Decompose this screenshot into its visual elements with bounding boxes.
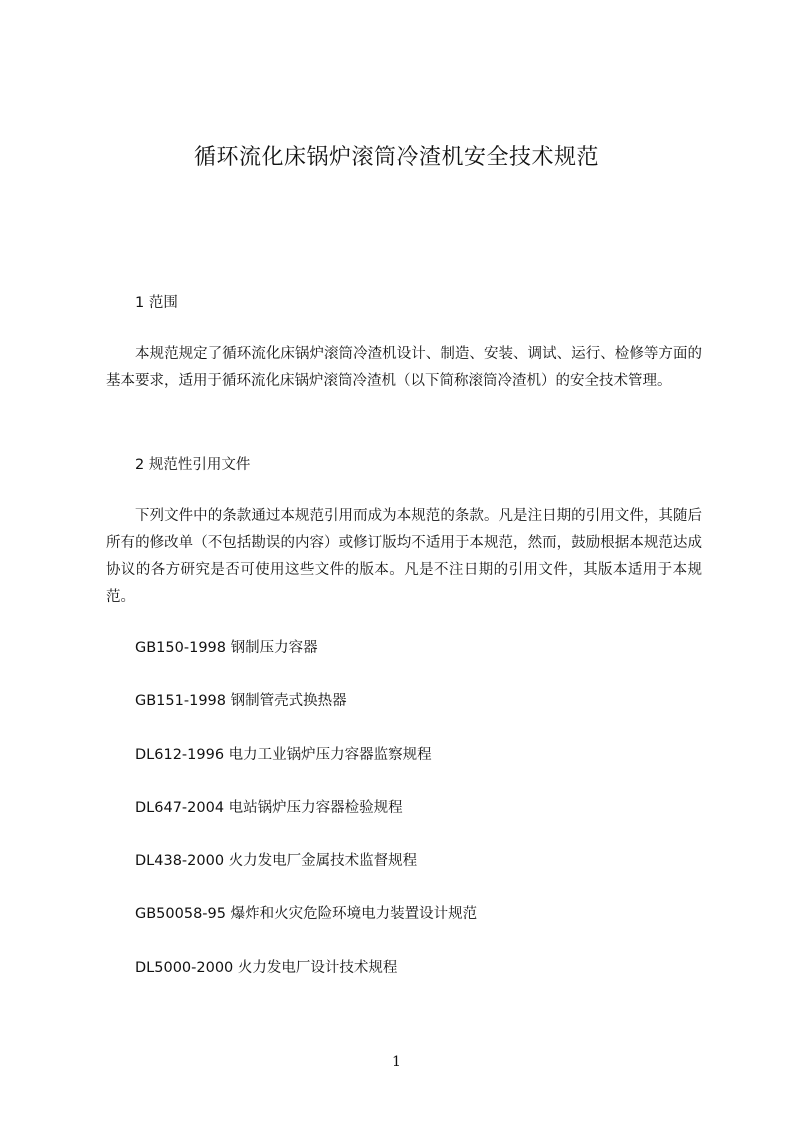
section-paragraph-references: 下列文件中的条款通过本规范引用而成为本规范的条款。凡是注日期的引用文件，其随后所有的修改单（不包括勘误的内容）或修订版均不适用于本规范，然而，鼓励根据本规范达成协议的各方研究是否可使用这些文件的版本。凡是不注日期的引用文件，其版本适用于本规范。 (106, 508, 702, 605)
page-number: 1 (392, 1054, 401, 1070)
reference-item: GB151-1998 钢制管壳式换热器 (135, 693, 347, 710)
reference-item: GB150-1998 钢制压力容器 (135, 640, 318, 656)
document-title: 循环流化床锅炉滚筒冷渣机安全技术规范 (193, 145, 599, 170)
reference-list (135, 637, 477, 1010)
reference-item: GB50058-95 爆炸和火灾危险环境电力装置设计规范 (135, 906, 478, 923)
section-heading-references: 2 规范性引用文件 (135, 457, 251, 473)
reference-item: DL5000-2000 火力发电厂设计技术规程 (135, 959, 398, 976)
reference-item: DL438-2000 火力发电厂金属技术监督规程 (135, 853, 418, 870)
reference-item: DL647-2004 电站锅炉压力容器检验规程 (135, 799, 403, 816)
section-paragraph-scope: 本规范规定了循环流化床锅炉滚筒冷渣机设计、制造、安装、调试、运行、检修等方面的基本要求，适用于循环流化床锅炉滚筒冷渣机（以下简称滚筒冷渣机）的安全技术管理。 (106, 346, 702, 389)
reference-item: DL612-1996 电力工业锅炉压力容器监察规程 (135, 746, 432, 763)
section-heading-scope: 1 范围 (135, 295, 178, 311)
